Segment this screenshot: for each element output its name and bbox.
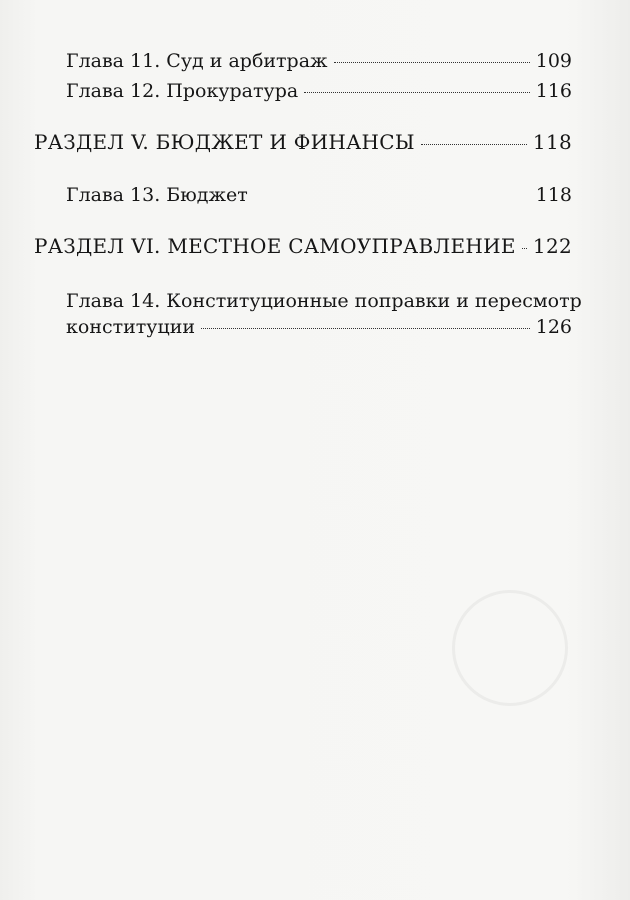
toc-entry-chapter-13[interactable]: [66, 184, 572, 206]
bleed-through-age-stamp: [452, 590, 568, 706]
toc-entry-page: 116: [535, 80, 572, 102]
toc-entry-title: Глава 13. Бюджет: [66, 184, 248, 206]
toc-entry-title: Глава 11. Суд и арбитраж: [66, 50, 328, 72]
toc-entry-chapter-14[interactable]: [66, 290, 582, 338]
toc-entry-page: 118: [532, 130, 572, 154]
toc-section-title: РАЗДЕЛ VI. МЕСТНОЕ САМОУПРАВЛЕНИЕ: [34, 234, 516, 258]
toc-entry-title-line1: Глава 14. Конституционные поправки и пересмотр: [66, 290, 582, 312]
dot-leader: [334, 62, 530, 63]
toc-entry-page: 109: [535, 50, 572, 72]
toc-entry-title-line2: конституции: [66, 316, 196, 338]
toc-entry-section-5[interactable]: [34, 130, 572, 154]
toc-entry-chapter-12[interactable]: [66, 80, 572, 102]
dot-leader: [201, 328, 530, 329]
toc-entry-page: 122: [532, 234, 572, 258]
dot-leader: [421, 144, 527, 145]
toc-entry-page: 126: [535, 316, 572, 338]
dot-leader: [304, 92, 530, 93]
toc-section-title: РАЗДЕЛ V. БЮДЖЕТ И ФИНАНСЫ: [34, 130, 415, 154]
dot-leader: [522, 248, 527, 249]
toc-entry-title: Глава 12. Прокуратура: [66, 80, 299, 102]
toc-entry-page: 118: [535, 184, 572, 206]
toc-entry-chapter-11[interactable]: [66, 50, 572, 72]
toc-entry-section-6[interactable]: [34, 234, 572, 258]
